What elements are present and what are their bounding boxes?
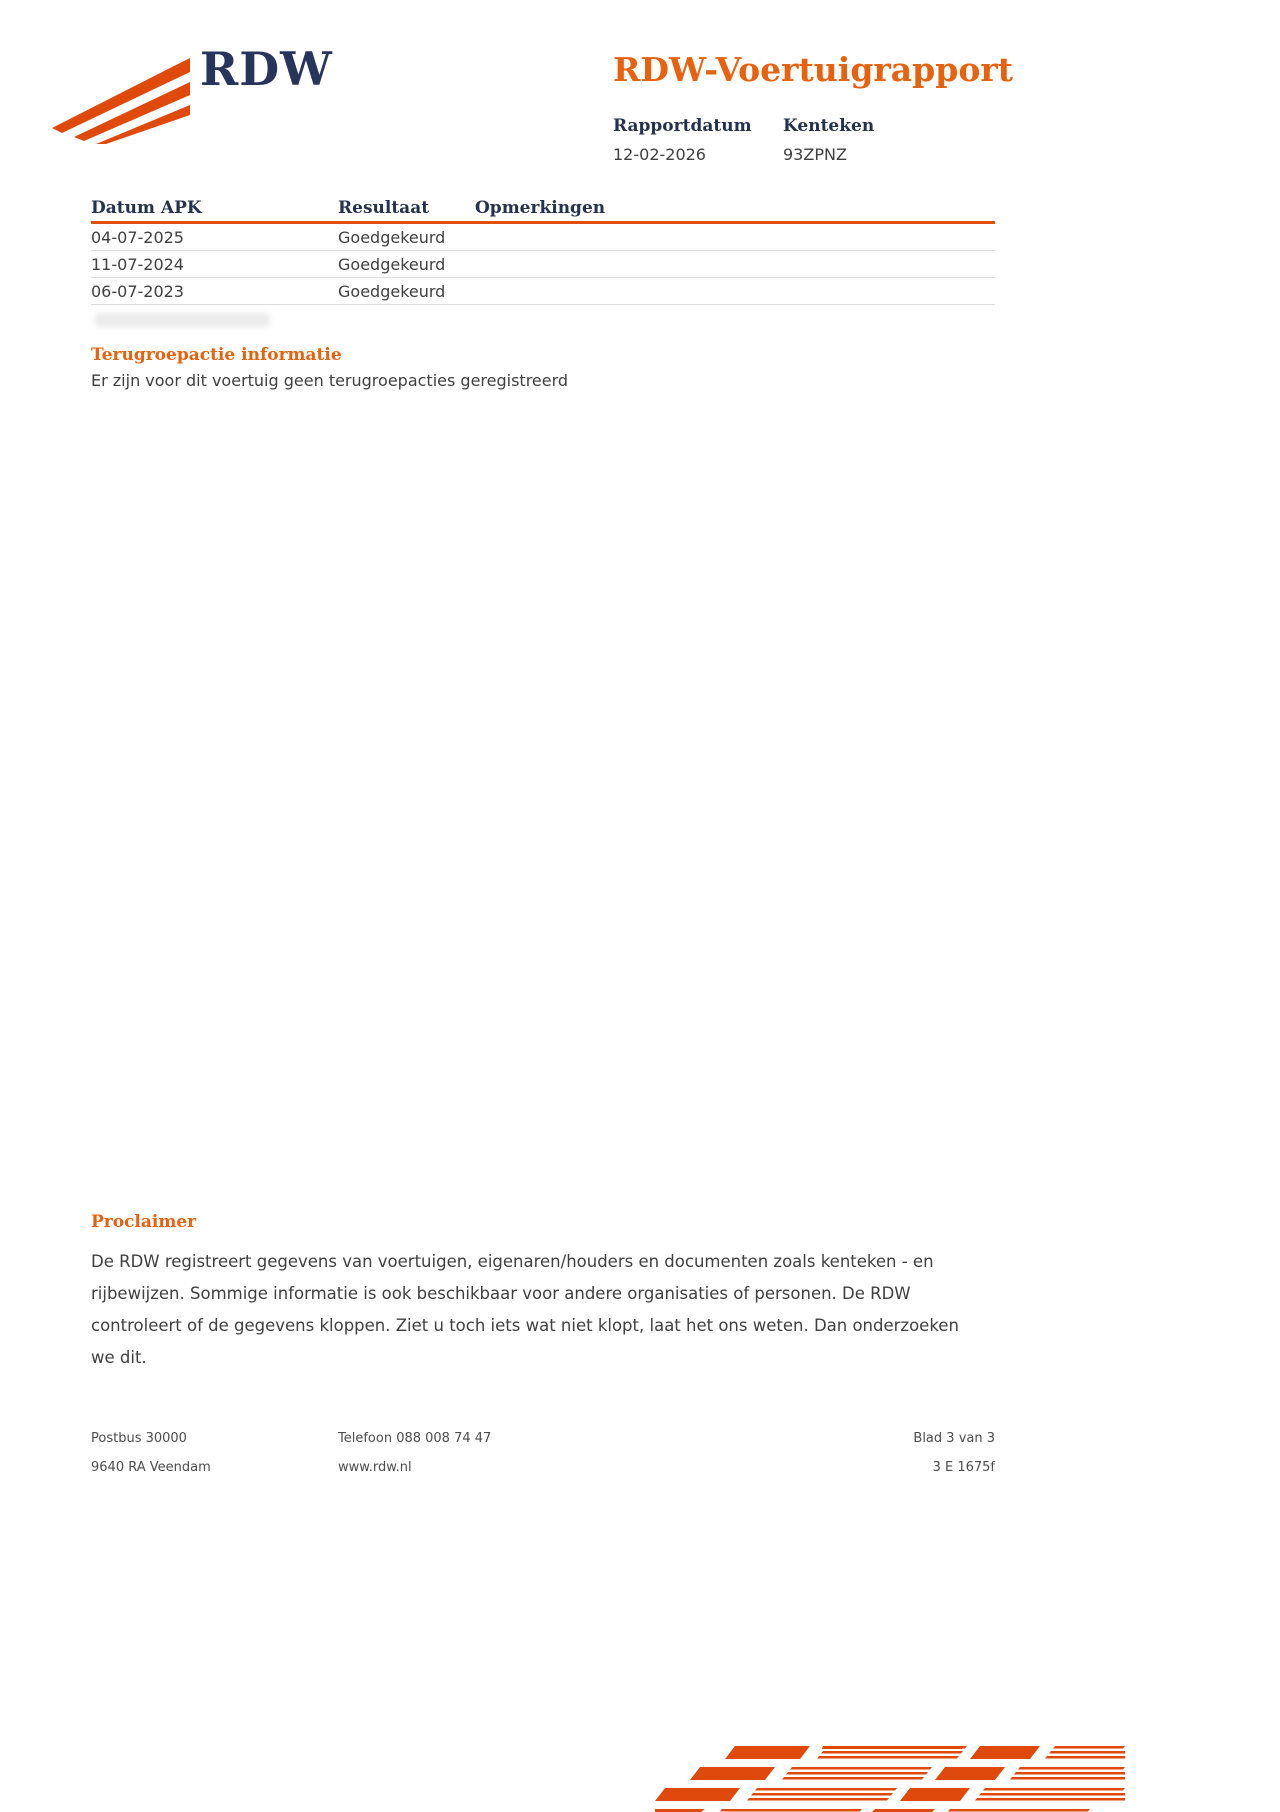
kenteken-label: Kenteken [783,116,875,136]
rdw-stripe-art-icon [655,1746,1125,1812]
terugroepactie-heading: Terugroepactie informatie [91,345,342,365]
footer-address-line1: Postbus 30000 [91,1431,187,1446]
kenteken-block [783,116,953,164]
rapportdatum-block [613,116,783,164]
footer-website: www.rdw.nl [338,1460,412,1475]
cell-resultaat: Goedgekeurd [338,227,446,247]
report-meta [613,116,953,164]
footer-address-line2: 9640 RA Veendam [91,1460,211,1475]
rdw-logo-text: RDW [200,42,333,96]
footer-page-indicator: Blad 3 van 3 [913,1431,995,1446]
apk-history-table [91,194,995,305]
kenteken-value: 93ZPNZ [783,145,847,164]
footer-phone: Telefoon 088 008 74 47 [338,1431,492,1446]
rapportdatum-value: 12-02-2026 [613,145,706,164]
terugroepactie-body: Er zijn voor dit voertuig geen terugroepacties geregistreerd [91,371,569,390]
rdw-logo-icon [52,58,190,144]
col-header-resultaat: Resultaat [338,197,430,218]
page-title: RDW-Voertuigrapport [613,50,1013,89]
cell-datum: 11-07-2024 [91,254,184,274]
table-row [91,224,995,251]
cell-resultaat: Goedgekeurd [338,254,446,274]
table-row [91,251,995,278]
proclaimer-heading: Proclaimer [91,1212,197,1232]
cell-datum: 06-07-2023 [91,281,184,301]
rapportdatum-label: Rapportdatum [613,116,752,136]
scan-smudge-artifact [95,313,270,327]
col-header-datum-apk: Datum APK [91,197,202,218]
cell-resultaat: Goedgekeurd [338,281,446,301]
col-header-opmerkingen: Opmerkingen [475,197,606,218]
proclaimer-body: De RDW registreert gegevens van voertuigen, eigenaren/houders en documenten zoals kenteken - en rijbewijzen. Sommige informatie is ook beschikbaar voor andere organisaties of personen. De RDW controleert of de gegevens kloppen. Ziet u toch iets wat niet klopt, laat het ons weten. Dan onderzoeken we dit. [91,1252,959,1367]
footer-form-code: 3 E 1675f [932,1460,995,1475]
apk-table-header-row [91,194,995,224]
cell-datum: 04-07-2025 [91,227,184,247]
table-row [91,278,995,305]
